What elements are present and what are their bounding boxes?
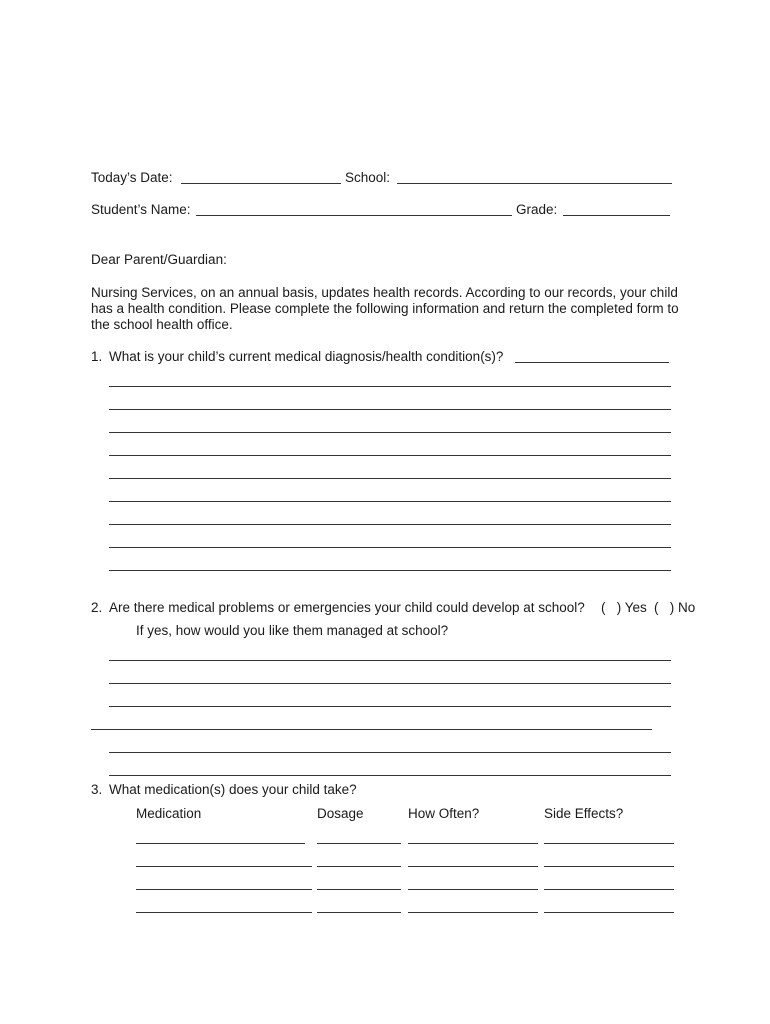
answer-line[interactable] [109,455,671,456]
side-effects-field[interactable] [544,912,674,913]
medication-field[interactable] [136,843,305,844]
side-effects-field[interactable] [544,889,674,890]
answer-line[interactable] [109,683,671,684]
column-header-side-effects: Side Effects? [544,806,624,821]
answer-line[interactable] [109,752,671,753]
answer-line[interactable] [91,729,652,730]
letter-body: Nursing Services, on an annual basis, updates health records. According to our records, your child has a health condition. Please complete the following information and return the completed form to the school health office. [91,285,679,332]
how-often-field[interactable] [408,912,538,913]
dosage-field[interactable] [317,889,401,890]
question-3-text: What medication(s) does your child take? [109,782,357,797]
answer-line[interactable] [515,362,669,363]
answer-line[interactable] [109,524,671,525]
side-effects-field[interactable] [544,866,674,867]
medication-field[interactable] [136,912,312,913]
medication-field[interactable] [136,889,312,890]
question-3-number: 3. [91,782,103,797]
answer-line[interactable] [109,547,671,548]
medication-field[interactable] [136,866,312,867]
question-2-followup: If yes, how would you like them managed at school? [136,623,449,638]
school-field[interactable] [397,183,672,184]
answer-line[interactable] [109,409,671,410]
question-1-text: What is your child’s current medical diagnosis/health condition(s)? [109,349,504,364]
side-effects-field[interactable] [544,843,674,844]
column-header-how-often: How Often? [408,806,480,821]
yes-checkbox-option[interactable]: ( ) Yes [601,600,647,615]
answer-line[interactable] [109,432,671,433]
how-often-field[interactable] [408,866,538,867]
question-2-number: 2. [91,600,103,615]
salutation: Dear Parent/Guardian: [91,252,227,267]
no-checkbox-option[interactable]: ( ) No [654,600,696,615]
school-label: School: [345,170,391,185]
how-often-field[interactable] [408,889,538,890]
date-field[interactable] [181,183,341,184]
question-2-text: Are there medical problems or emergencies your child could develop at school? [109,600,585,615]
answer-line[interactable] [109,501,671,502]
answer-line[interactable] [109,706,671,707]
column-header-dosage: Dosage [317,806,364,821]
student-name-field[interactable] [196,215,512,216]
dosage-field[interactable] [317,866,401,867]
answer-line[interactable] [109,660,671,661]
dosage-field[interactable] [317,912,401,913]
answer-line[interactable] [109,478,671,479]
grade-label: Grade: [516,202,558,217]
how-often-field[interactable] [408,843,538,844]
answer-line[interactable] [109,386,671,387]
date-label: Today’s Date: [91,170,173,185]
student-name-label: Student’s Name: [91,202,191,217]
answer-line[interactable] [109,775,671,776]
question-1-number: 1. [91,349,103,364]
grade-field[interactable] [563,215,670,216]
dosage-field[interactable] [317,843,401,844]
column-header-medication: Medication [136,806,202,821]
answer-line[interactable] [109,570,671,571]
